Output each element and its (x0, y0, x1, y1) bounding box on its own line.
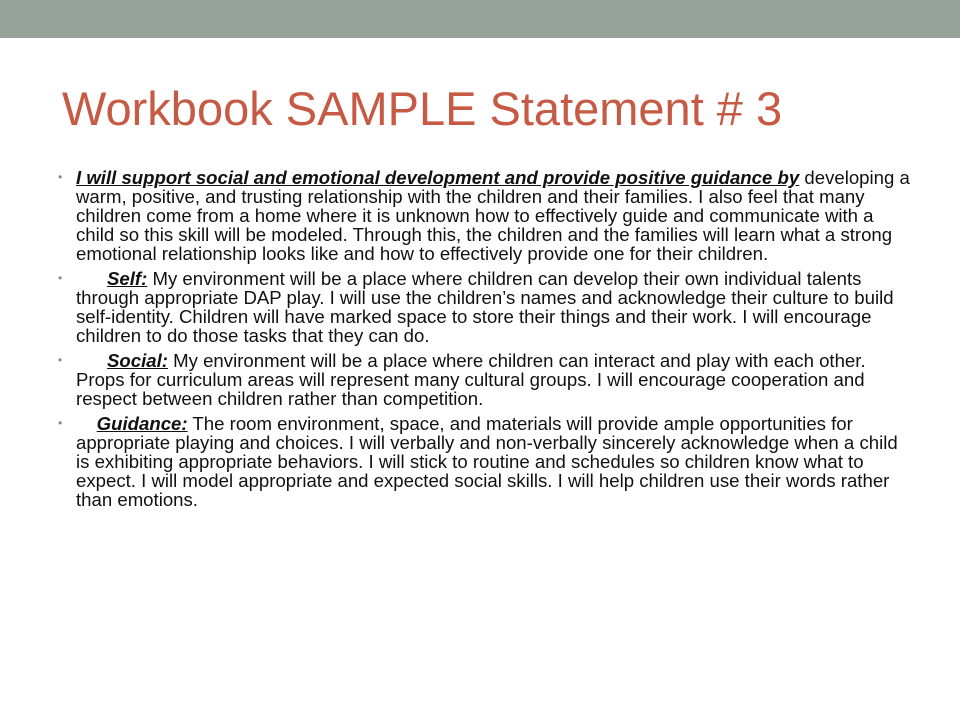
bullet-lead-text: Self: (107, 268, 148, 289)
bullet-icon: • (58, 416, 63, 430)
bullet-item-intro (58, 168, 916, 263)
bullet-lead-text: Social: (107, 350, 168, 371)
bullet-icon: • (58, 170, 63, 184)
bullet-body-text: The room environment, space, and materials will provide ample opportunities for appropriate playing and choices. I will verbally and non-verbally sincerely acknowledge when a child is exhibiting appropriate behaviors. I will stick to routine and schedules so children know what to expect. I will model appropriate and expected social skills. I will help children use their words rather than emotions. (76, 413, 898, 510)
bullet-icon: • (58, 271, 63, 285)
bullet-body-text: My environment will be a place where children can interact and play with each other. Props for curriculum areas will represent many cultural groups. I will encourage cooperation and respect between children rather than competition. (76, 350, 866, 409)
bullet-item-social (58, 351, 916, 408)
bullet-item-self (58, 269, 916, 345)
bullet-body-text: developing a warm, positive, and trusting relationship with the children and their families. I also feel that many children come from a home where it is unknown how to effectively guide and communicate with a child so this skill will be modeled. Through this, the children and the families will learn what a strong emotional relationship looks like and how to effectively provide one for their children. (76, 167, 910, 264)
bullet-indent (76, 350, 107, 371)
bullet-lead-text: Guidance: (96, 413, 188, 434)
bullet-lead-text: I will support social and emotional development and provide positive guidance by (76, 167, 800, 188)
bullet-indent (76, 413, 97, 434)
slide-title: Workbook SAMPLE Statement # 3 (62, 82, 783, 135)
bullet-item-guidance (58, 414, 916, 509)
statement-bullet-list (58, 168, 916, 515)
bullet-icon: • (58, 353, 63, 367)
bullet-body-text: My environment will be a place where children can develop their own individual talents through appropriate DAP play. I will use the children’s names and acknowledge their culture to build self-identity. Children will have marked space to store their things and their work. I will encourage children to do those tasks that they can do. (76, 268, 894, 346)
bullet-indent (76, 268, 107, 289)
top-accent-bar (0, 0, 960, 38)
